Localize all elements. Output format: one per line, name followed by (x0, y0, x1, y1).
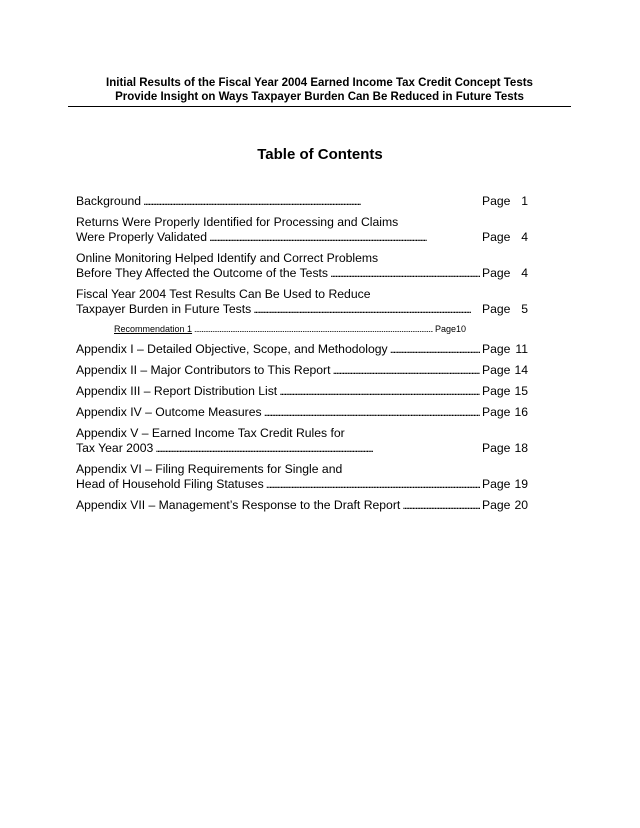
toc-page-ref (482, 384, 528, 399)
toc-title: Table of Contents (257, 146, 383, 163)
toc-entry[interactable] (76, 426, 528, 456)
toc-entry[interactable] (76, 462, 528, 492)
dot-leader (194, 322, 433, 337)
toc-entry-line (114, 322, 466, 337)
toc-entry[interactable] (76, 342, 528, 357)
page-number: 5 (521, 302, 528, 316)
header-divider (68, 106, 571, 107)
toc-page-ref (482, 194, 528, 209)
toc-entry-label: Appendix IV – Outcome Measures (76, 405, 262, 419)
dot-leader (209, 230, 480, 245)
page-word: Page (482, 498, 511, 512)
toc-entry[interactable] (76, 215, 528, 245)
report-header (68, 76, 571, 104)
page-number: 16 (514, 405, 528, 419)
page-word: Page (482, 405, 511, 419)
toc-entry-line (76, 498, 528, 513)
toc-page-ref (482, 498, 528, 513)
toc-entry-label: Background (76, 194, 142, 208)
toc-entry-label: Before They Affected the Outcome of the Tests (76, 266, 329, 280)
toc-entry-line (76, 405, 528, 420)
toc-entry-label: Returns Were Properly Identified for Processing and Claims (76, 215, 399, 229)
toc-entry[interactable] (76, 287, 528, 317)
toc-entry-label: Appendix III – Report Distribution List (76, 384, 278, 398)
toc-entry-line (76, 266, 528, 281)
page-word: Page (482, 384, 511, 398)
page-word: Page (482, 302, 511, 316)
dot-leader (264, 405, 480, 420)
toc-entry-line (76, 462, 528, 477)
toc-entry-label: Were Properly Validated (76, 230, 207, 244)
toc-page-ref (482, 342, 528, 357)
toc-list (76, 194, 528, 519)
page-word: Page (434, 324, 456, 334)
toc-page-ref (482, 405, 528, 420)
page-number: 14 (514, 363, 528, 377)
toc-entry[interactable] (76, 194, 528, 209)
toc-entry-line (76, 251, 528, 266)
page-number: 4 (521, 266, 528, 280)
toc-entry-label: Tax Year 2003 (76, 441, 154, 455)
toc-page-ref (482, 363, 528, 378)
toc-entry[interactable] (76, 498, 528, 513)
dot-leader (155, 441, 480, 456)
toc-entry[interactable] (76, 363, 528, 378)
toc-entry-line (76, 363, 528, 378)
page-word: Page (482, 342, 511, 356)
page-number: 11 (515, 342, 528, 356)
toc-entry-line (76, 194, 528, 209)
page-number: 18 (514, 441, 528, 455)
toc-page-ref (482, 441, 528, 456)
toc-entry-line (76, 426, 528, 441)
dot-leader (390, 342, 480, 357)
page-number: 10 (455, 324, 466, 334)
toc-entry-label: Head of Household Filing Statuses (76, 477, 264, 491)
page-number: 1 (521, 194, 528, 208)
toc-entry[interactable] (76, 251, 528, 281)
toc-entry-label: Appendix V – Earned Income Tax Credit Rules for (76, 426, 345, 440)
report-title-line-2: Provide Insight on Ways Taxpayer Burden Can Be Reduced in Future Tests (115, 91, 524, 103)
dot-leader (266, 477, 480, 492)
toc-entry-label: Fiscal Year 2004 Test Results Can Be Used to Reduce (76, 287, 371, 301)
toc-entry-line (76, 215, 528, 230)
toc-entry[interactable] (76, 384, 528, 399)
toc-page-ref (482, 477, 528, 492)
page-number: 20 (514, 498, 528, 512)
page-word: Page (482, 266, 511, 280)
toc-subentry[interactable] (114, 322, 466, 337)
toc-entry-line (76, 342, 528, 357)
dot-leader (402, 498, 480, 513)
page-word: Page (482, 363, 511, 377)
dot-leader (279, 384, 480, 399)
report-title-line-1: Initial Results of the Fiscal Year 2004 Earned Income Tax Credit Concept Tests (106, 77, 533, 89)
toc-entry-label: Taxpayer Burden in Future Tests (76, 302, 252, 316)
toc-page-ref (482, 302, 528, 317)
toc-entry-label: Appendix VI – Filing Requirements for Single and (76, 462, 343, 476)
toc-page-ref (482, 266, 528, 281)
page-number: 15 (514, 384, 528, 398)
toc-entry-line (76, 441, 528, 456)
toc-page-ref (435, 322, 466, 337)
dot-leader (253, 302, 480, 317)
toc-entry-line (76, 287, 528, 302)
toc-entry-label: Appendix I – Detailed Objective, Scope, and Methodology (76, 342, 388, 356)
toc-entry-line (76, 302, 528, 317)
toc-entry-label: Recommendation 1 (114, 324, 193, 334)
page-word: Page (482, 194, 511, 208)
toc-entry-label: Online Monitoring Helped Identify and Correct Problems (76, 251, 379, 265)
page-word: Page (482, 477, 511, 491)
toc-entry-line (76, 230, 528, 245)
dot-leader (332, 363, 480, 378)
page-word: Page (482, 230, 511, 244)
page-word: Page (482, 441, 511, 455)
page-number: 4 (521, 230, 528, 244)
toc-entry[interactable] (76, 405, 528, 420)
toc-entry-label: Appendix II – Major Contributors to This Report (76, 363, 331, 377)
dot-leader (143, 194, 480, 209)
toc-page-ref (482, 230, 528, 245)
toc-entry-label: Appendix VII – Management’s Response to the Draft Report (76, 498, 401, 512)
toc-entry-line (76, 384, 528, 399)
page-number: 19 (514, 477, 528, 491)
dot-leader (330, 266, 480, 281)
toc-entry-line (76, 477, 528, 492)
